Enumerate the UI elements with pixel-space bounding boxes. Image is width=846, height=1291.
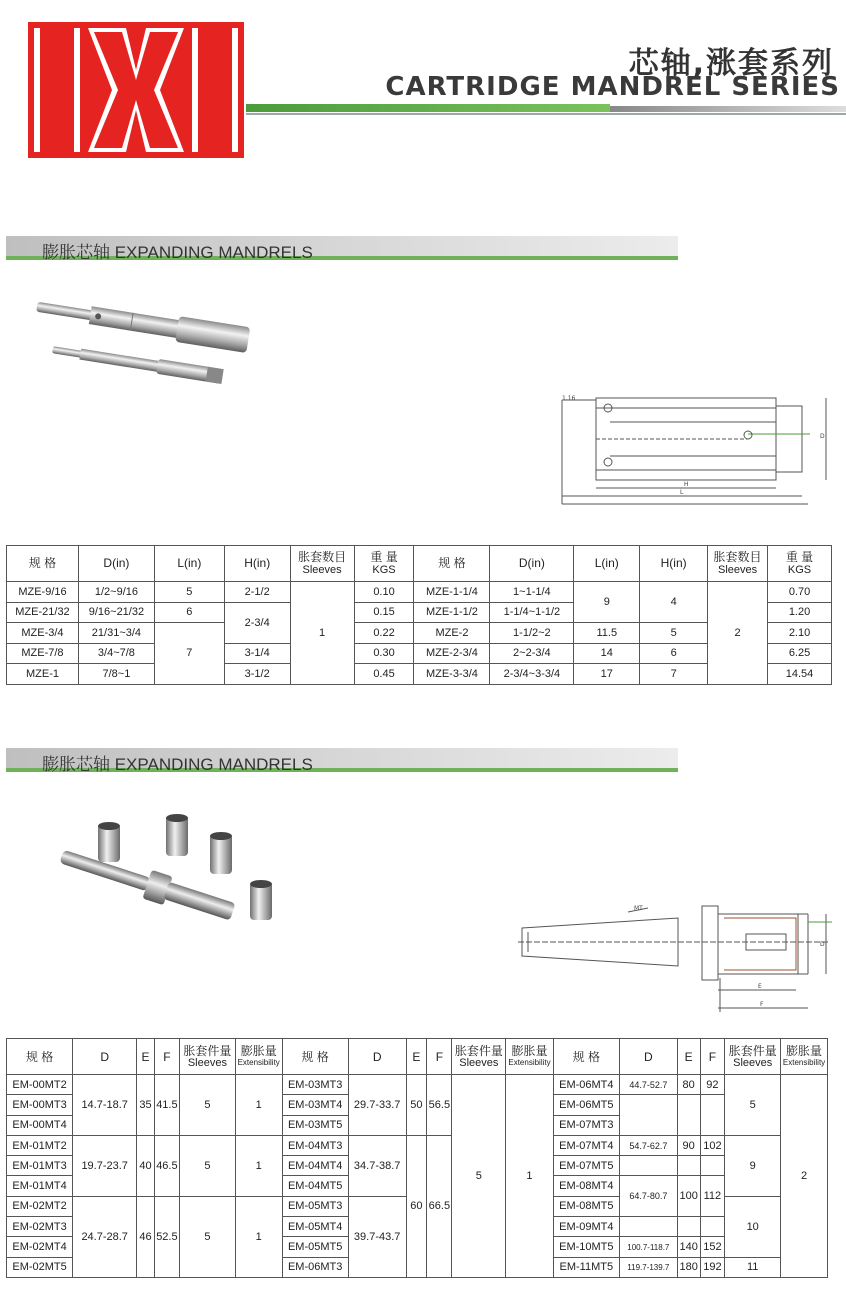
table-cell: EM-09MT4 (553, 1217, 619, 1237)
table-cell: 50 (406, 1075, 427, 1136)
table-cell (700, 1217, 725, 1237)
em-spec-table (6, 1038, 828, 1278)
t1-h-d: D(in) (78, 546, 154, 582)
t2-h-ext-en: Extensibility (237, 1057, 280, 1067)
table-cell: 5 (640, 623, 708, 644)
header-title-cn: 芯轴,涨套系列 (628, 46, 834, 81)
table-cell: 46 (137, 1196, 155, 1277)
table-cell: EM-07MT5 (553, 1156, 619, 1176)
header-grey-line (610, 106, 846, 112)
drawing1-d-label: D (820, 433, 825, 440)
t2-h-sleeves-en-2: Sleeves (459, 1056, 499, 1069)
t2-h-ext-3 (781, 1039, 828, 1075)
t2-h-sleeves (180, 1039, 236, 1075)
table-cell (619, 1095, 677, 1136)
table-cell: 14.7-18.7 (73, 1075, 137, 1136)
t2-h-e-2: E (406, 1039, 427, 1075)
table-cell: EM-04MT4 (282, 1156, 348, 1176)
table-cell: EM-00MT4 (7, 1115, 73, 1135)
table-cell: EM-00MT3 (7, 1095, 73, 1115)
t2-h-sleeves-2 (452, 1039, 506, 1075)
table-cell: 1~1-1/4 (490, 582, 574, 603)
drawing2-f-label: F (760, 1001, 764, 1008)
table-cell: MZE-3-3/4 (414, 664, 490, 685)
t2-h-d-2: D (348, 1039, 406, 1075)
table-cell: 52.5 (154, 1196, 179, 1277)
t1-h-spec: 规 格 (7, 546, 79, 582)
table-cell: 7/8~1 (78, 664, 154, 685)
table2-header-row (7, 1039, 828, 1075)
table-cell: 1-1/4~1-1/2 (490, 602, 574, 623)
table-cell: 5 (180, 1196, 236, 1277)
table-cell: 29.7-33.7 (348, 1075, 406, 1136)
t2-h-f-2: F (427, 1039, 452, 1075)
table-cell: EM-06MT4 (553, 1075, 619, 1095)
t2-h-e: E (137, 1039, 155, 1075)
table-cell: 0.30 (354, 643, 414, 664)
table-cell: 119.7-139.7 (619, 1257, 677, 1277)
t1-h-sleeves-2 (708, 546, 768, 582)
table-cell: 9 (725, 1135, 781, 1196)
table-cell: 5 (452, 1075, 506, 1278)
t2-h-e-3: E (677, 1039, 700, 1075)
t1-h-d-2: D(in) (490, 546, 574, 582)
table-cell: 3-1/2 (224, 664, 290, 685)
table-cell (677, 1156, 700, 1176)
t2-h-sleeves-cn: 胀套件量 (183, 1043, 232, 1058)
table-cell: EM-08MT4 (553, 1176, 619, 1196)
table-cell: 24.7-28.7 (73, 1196, 137, 1277)
table-cell: EM-03MT4 (282, 1095, 348, 1115)
table1-header-row (7, 546, 832, 582)
table-cell: EM-05MT3 (282, 1196, 348, 1216)
table-cell: EM-01MT4 (7, 1176, 73, 1196)
t1-h-l-2: L(in) (574, 546, 640, 582)
header-accent-line (246, 104, 610, 112)
table-cell: 34.7-38.7 (348, 1135, 406, 1196)
section-title-bar-1 (6, 236, 678, 260)
t1-h-weight-cn-2: 重 量 (785, 549, 814, 564)
t2-h-f-3: F (700, 1039, 725, 1075)
table-cell: EM-02MT3 (7, 1217, 73, 1237)
table-cell: 56.5 (427, 1075, 452, 1136)
t2-h-spec-3: 规 格 (553, 1039, 619, 1075)
table-cell: EM-01MT3 (7, 1156, 73, 1176)
table-cell: MZE-21/32 (7, 602, 79, 623)
table-cell: 3-1/4 (224, 643, 290, 664)
table-cell: 1/2~9/16 (78, 582, 154, 603)
table-cell: 5 (180, 1075, 236, 1136)
mandrel-photo-2 (40, 806, 290, 946)
table-cell: 80 (677, 1075, 700, 1095)
t1-h-sleeves-en-2: Sleeves (717, 563, 758, 576)
t2-h-ext (235, 1039, 282, 1075)
table-cell: 1 (235, 1196, 282, 1277)
table-cell: 64.7-80.7 (619, 1176, 677, 1217)
table-cell: EM-06MT3 (282, 1257, 348, 1277)
table-cell: 2-3/4~3-3/4 (490, 664, 574, 685)
table-cell: EM-10MT5 (553, 1237, 619, 1257)
t1-h-weight-cn: 重 量 (370, 549, 398, 564)
table-cell: 21/31~3/4 (78, 623, 154, 644)
t2-h-spec: 规 格 (7, 1039, 73, 1075)
table-cell: 11.5 (574, 623, 640, 644)
table-cell: MZE-1-1/4 (414, 582, 490, 603)
table-cell: 100.7-118.7 (619, 1237, 677, 1257)
table-row (7, 582, 832, 603)
section-title-1: 膨胀芯轴 EXPANDING MANDRELS (42, 243, 313, 262)
table-cell: 2.10 (768, 623, 832, 644)
table-cell: 5 (725, 1075, 781, 1136)
table-cell: 102 (700, 1135, 725, 1155)
table-cell: 35 (137, 1075, 155, 1136)
table-cell (677, 1217, 700, 1237)
table-cell: 140 (677, 1237, 700, 1257)
table-cell: 152 (700, 1237, 725, 1257)
table-cell: MZE-2 (414, 623, 490, 644)
mze-spec-table (6, 545, 832, 685)
table-cell: EM-02MT5 (7, 1257, 73, 1277)
t2-h-d-3: D (619, 1039, 677, 1075)
table-cell: 7 (154, 623, 224, 685)
t1-h-sleeves (290, 546, 354, 582)
table-cell: 1 (235, 1135, 282, 1196)
drawing2-e-label: E (758, 983, 762, 990)
table-cell: 10 (725, 1196, 781, 1257)
table-cell: 1 (235, 1075, 282, 1136)
table-cell: MZE-1-1/2 (414, 602, 490, 623)
table-cell: EM-11MT5 (553, 1257, 619, 1277)
table-cell: 180 (677, 1257, 700, 1277)
table-cell: 6 (640, 643, 708, 664)
table-cell: EM-05MT4 (282, 1217, 348, 1237)
drawing2-mt-label: MT (634, 905, 643, 912)
table-cell: 60 (406, 1135, 427, 1277)
t1-h-weight (354, 546, 414, 582)
t2-h-f: F (154, 1039, 179, 1075)
table-cell: MZE-2-3/4 (414, 643, 490, 664)
table-cell: 17 (574, 664, 640, 685)
table-cell: EM-02MT2 (7, 1196, 73, 1216)
table-cell: 2-3/4 (224, 602, 290, 643)
table-cell: 44.7-52.7 (619, 1075, 677, 1095)
table-cell: 0.45 (354, 664, 414, 685)
t2-h-ext-en-3: Extensibility (782, 1057, 826, 1067)
table-cell: MZE-9/16 (7, 582, 79, 603)
t1-h-weight-en: KGS (372, 563, 396, 576)
table-cell: 90 (677, 1135, 700, 1155)
drawing1-h-label: H (684, 481, 689, 488)
t1-h-weight-en-2: KGS (787, 563, 812, 576)
t2-h-ext-cn: 膨胀量 (240, 1043, 277, 1058)
t1-h-sleeves-en: Sleeves (302, 563, 342, 576)
table-cell: 9 (574, 582, 640, 623)
table-cell: 112 (700, 1176, 725, 1217)
table-cell: MZE-3/4 (7, 623, 79, 644)
table-cell: 4 (640, 582, 708, 623)
t2-h-ext-2 (506, 1039, 554, 1075)
t1-h-sleeves-cn: 胀套数目 (298, 549, 347, 564)
t1-h-sleeves-cn-2: 胀套数目 (713, 549, 762, 564)
table-cell: 1 (290, 582, 354, 685)
table-cell: 0.22 (354, 623, 414, 644)
table-cell: 6.25 (768, 643, 832, 664)
t2-h-sleeves-cn-3: 胀套件量 (728, 1043, 777, 1058)
table-row (7, 1135, 828, 1155)
drawing1-l-label: L (680, 489, 684, 496)
header-thin-line (246, 113, 846, 115)
t2-h-sleeves-cn-2: 胀套件量 (454, 1043, 503, 1058)
table-cell: EM-04MT5 (282, 1176, 348, 1196)
table-cell: MZE-1 (7, 664, 79, 685)
mandrel-drawing-2 (508, 892, 838, 1022)
table-cell: EM-00MT2 (7, 1075, 73, 1095)
t1-h-spec-2: 规 格 (414, 546, 490, 582)
table-cell: 54.7-62.7 (619, 1135, 677, 1155)
section-title-bar-2 (6, 748, 678, 772)
table-cell: 1 (506, 1075, 554, 1278)
table-cell: 6 (154, 602, 224, 623)
table-cell (700, 1095, 725, 1136)
t1-h-h: H(in) (224, 546, 290, 582)
table-cell: 5 (154, 582, 224, 603)
mandrel-drawing-1 (548, 386, 838, 516)
t2-h-ext-en-2: Extensibility (508, 1057, 551, 1067)
table-cell (677, 1095, 700, 1136)
table-cell: 39.7-43.7 (348, 1196, 406, 1277)
table-cell: 2-1/2 (224, 582, 290, 603)
table-cell: 2 (708, 582, 768, 685)
table-cell: EM-02MT4 (7, 1237, 73, 1257)
table-cell: EM-04MT3 (282, 1135, 348, 1155)
section-title-2: 膨胀芯轴 EXPANDING MANDRELS (42, 755, 313, 774)
table-cell: 0.10 (354, 582, 414, 603)
drawing1-dim-label: 1.16 (562, 395, 576, 402)
table-cell: 0.70 (768, 582, 832, 603)
t1-h-h-2: H(in) (640, 546, 708, 582)
table-cell: 2 (781, 1075, 828, 1278)
table-cell: EM-03MT3 (282, 1075, 348, 1095)
table-cell: 11 (725, 1257, 781, 1277)
t2-h-sleeves-en-3: Sleeves (733, 1056, 773, 1069)
table-cell: 41.5 (154, 1075, 179, 1136)
table-cell: EM-05MT5 (282, 1237, 348, 1257)
table-cell: EM-03MT5 (282, 1115, 348, 1135)
table-cell: 19.7-23.7 (73, 1135, 137, 1196)
table-cell: 46.5 (154, 1135, 179, 1196)
table-cell: EM-07MT3 (553, 1115, 619, 1135)
table-cell: 40 (137, 1135, 155, 1196)
table-cell: EM-06MT5 (553, 1095, 619, 1115)
header-title-en: CARTRIDGE MANDREL SERIES (385, 72, 840, 102)
t2-h-sleeves-3 (725, 1039, 781, 1075)
table-cell: EM-01MT2 (7, 1135, 73, 1155)
table-cell: 3/4~7/8 (78, 643, 154, 664)
t2-h-d: D (73, 1039, 137, 1075)
table-row (7, 1075, 828, 1095)
mandrel-photo-1 (28, 296, 258, 426)
table-cell: 14 (574, 643, 640, 664)
t1-h-l: L(in) (154, 546, 224, 582)
table-cell: 7 (640, 664, 708, 685)
table-cell: 2~2-3/4 (490, 643, 574, 664)
table-cell: 1-1/2~2 (490, 623, 574, 644)
table-cell (700, 1156, 725, 1176)
table-cell (619, 1217, 677, 1237)
table-cell: 5 (180, 1135, 236, 1196)
drawing2-d-label: D (820, 941, 825, 948)
table-cell: EM-07MT4 (553, 1135, 619, 1155)
t2-h-sleeves-en: Sleeves (187, 1056, 227, 1069)
brand-logo (28, 22, 244, 158)
table-cell (619, 1156, 677, 1176)
t1-h-weight-2 (768, 546, 832, 582)
table-cell: 0.15 (354, 602, 414, 623)
table-cell: MZE-7/8 (7, 643, 79, 664)
table-cell: EM-08MT5 (553, 1196, 619, 1216)
table-cell: 192 (700, 1257, 725, 1277)
table-cell: 100 (677, 1176, 700, 1217)
table-cell: 14.54 (768, 664, 832, 685)
table-cell: 92 (700, 1075, 725, 1095)
table-cell: 9/16~21/32 (78, 602, 154, 623)
table-cell: 1.20 (768, 602, 832, 623)
table-cell: 66.5 (427, 1135, 452, 1277)
t2-h-spec-2: 规 格 (282, 1039, 348, 1075)
t2-h-ext-cn-2: 膨胀量 (511, 1043, 548, 1058)
t2-h-ext-cn-3: 膨胀量 (786, 1043, 823, 1058)
